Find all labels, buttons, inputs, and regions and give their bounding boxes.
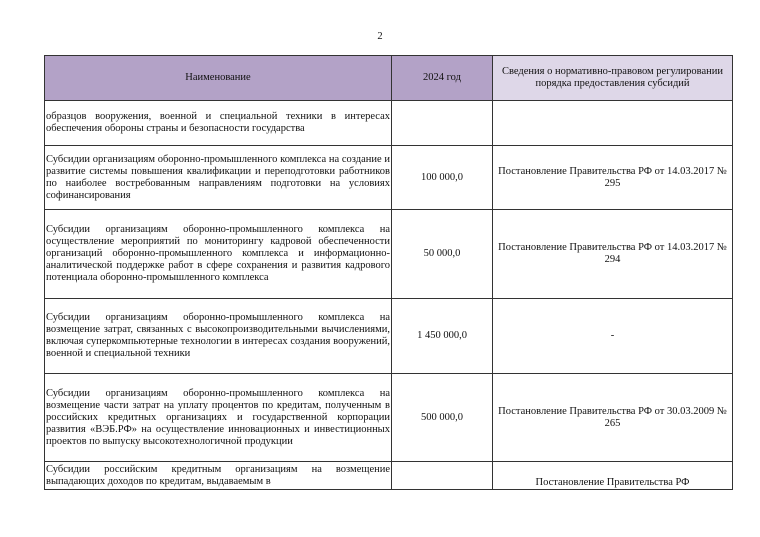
row-amount: 1 450 000,0: [392, 299, 493, 374]
table-row: [45, 210, 733, 299]
header-year: 2024 год: [392, 56, 493, 101]
table-row: [45, 146, 733, 210]
header-regulation-info: Сведения о нормативно-правовом регулировании порядка предоставления субсидий: [493, 56, 733, 101]
table-row: [45, 462, 733, 490]
table-header-row: [45, 56, 733, 101]
row-regulation: Постановление Правительства РФ: [493, 462, 733, 490]
page-number: 2: [377, 31, 383, 42]
row-name: Субсидии организациям оборонно-промышленного комплекса на возмещение части затрат на уплату процентов по кредитам, полученным в российских кредитных организациях и государственной корпорации развития «ВЭБ.РФ» на осуществление инновационных и инвестиционных проектов по выпуску высокотехнологичной продукции: [45, 374, 392, 462]
row-regulation: [493, 101, 733, 146]
row-name: Субсидии организациям оборонно-промышленного комплекса на возмещение затрат, связанных с высокопроизводительными вычислениями, включая суперкомпьютерные технологии в интересах создания вооружений, военной и специальной техники: [45, 299, 392, 374]
row-regulation: -: [493, 299, 733, 374]
row-name: Субсидии организациям оборонно-промышленного комплекса на создание и развитие системы повышения квалификации и переподготовки работников по наиболее востребованным направлениям подготовки на условиях софинансирования: [45, 146, 392, 210]
row-amount: 50 000,0: [392, 210, 493, 299]
row-amount: 100 000,0: [392, 146, 493, 210]
row-amount: [392, 462, 493, 490]
row-regulation: Постановление Правительства РФ от 14.03.2017 № 295: [493, 146, 733, 210]
row-regulation: Постановление Правительства РФ от 30.03.2009 № 265: [493, 374, 733, 462]
row-amount: 500 000,0: [392, 374, 493, 462]
row-regulation: Постановление Правительства РФ от 14.03.2017 № 294: [493, 210, 733, 299]
row-amount: [392, 101, 493, 146]
row-name: образцов вооружения, военной и специальной техники в интересах обеспечения обороны страны и безопасности государства: [45, 101, 392, 146]
header-name: Наименование: [45, 56, 392, 101]
table-row: [45, 299, 733, 374]
row-name: Субсидии организациям оборонно-промышленного комплекса на осуществление мероприятий по мониторингу кадровой обеспеченности организаций оборонно-промышленного комплекса и информационно-аналитической поддержке работ в сфере сохранения и развития кадрового потенциала оборонно-промышленного комплекса: [45, 210, 392, 299]
table-row: [45, 101, 733, 146]
subsidies-table: [44, 55, 733, 490]
row-name: Субсидии российским кредитным организациям на возмещение выпадающих доходов по кредитам, выдаваемым в: [45, 462, 392, 490]
table-row: [45, 374, 733, 462]
